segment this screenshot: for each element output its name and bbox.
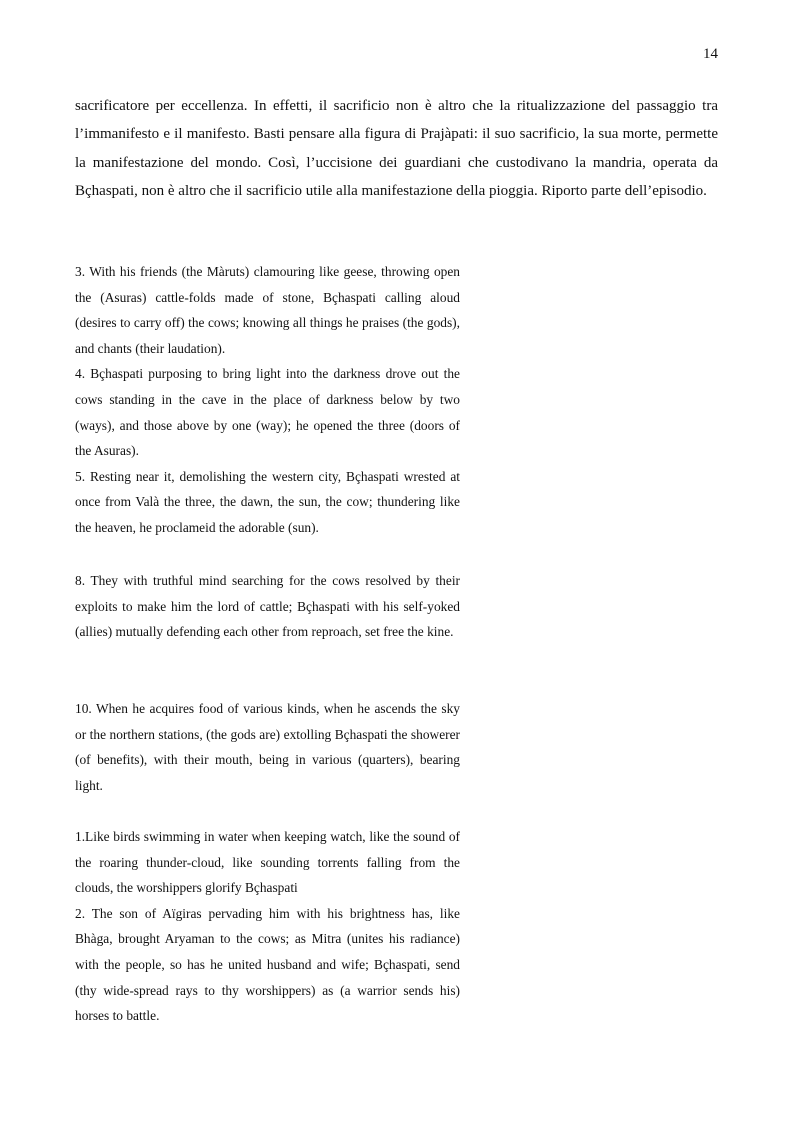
quote-block-1 xyxy=(75,259,460,541)
verse-5: 5. Resting near it, demolishing the western city, Bçhaspati wrested at once from Valà the three, the dawn, the sun, the cow; thundering like the heaven, he proclameid the adorable (sun). xyxy=(75,468,460,535)
verse-10: 10. When he acquires food of various kinds, when he ascends the sky or the northern stations, (the gods are) extolling Bçhaspati the showerer (of benefits), with their mouth, being in various (quarters), bearing light. xyxy=(75,701,460,793)
page-number: 14 xyxy=(703,46,718,62)
quote-block-2 xyxy=(75,568,460,645)
quote-block-4 xyxy=(75,824,460,1029)
quote-block-3 xyxy=(75,696,460,798)
verse-1: 1.Like birds swimming in water when keeping watch, like the sound of the roaring thunder-cloud, like sounding torrents falling from the clouds, the worshippers glorify Bçhaspati xyxy=(75,829,460,896)
verse-4: 4. Bçhaspati purposing to bring light into the darkness drove out the cows standing in the cave in the place of darkness below by two (ways), and those above by one (way); he opened the three (doors of the Asuras). xyxy=(75,366,460,459)
verse-2: 2. The son of Aïgiras pervading him with his brightness has, like Bhàga, brought Aryaman to the cows; as Mitra (unites his radiance) with the people, so has he united husband and wife; Bçhaspati, send (thy wide-spread rays to thy worshippers) as (a warrior sends his) horses to battle. xyxy=(75,905,460,1024)
intro-text xyxy=(75,92,718,206)
verse-3: 3. With his friends (the Màruts) clamouring like geese, throwing open the (Asuras) cattle-folds made of stone, Bçhaspati calling aloud (desires to carry off) the cows; knowing all things he praises (the gods), and chants (their laudation). xyxy=(75,264,460,356)
intro-paragraph: sacrificatore per eccellenza. In effetti, il sacrificio non è altro che la ritualizzazione del passaggio tra l’immanifesto e il manifesto. Basti pensare alla figura di Prajàpati: il suo sacrificio, la sua morte, permette la manifestazione del mondo. Così, l’uccisione dei guardiani che custodivano la mandria, operata da Bçhaspati, non è altro che il sacrificio utile alla manifestazione della pioggia. Riporto parte dell’episodio. xyxy=(75,98,718,200)
verse-8: 8. They with truthful mind searching for the cows resolved by their exploits to make him the lord of cattle; Bçhaspati with his self-yoked (allies) mutually defending each other from reproach, set free the kine. xyxy=(75,573,460,640)
